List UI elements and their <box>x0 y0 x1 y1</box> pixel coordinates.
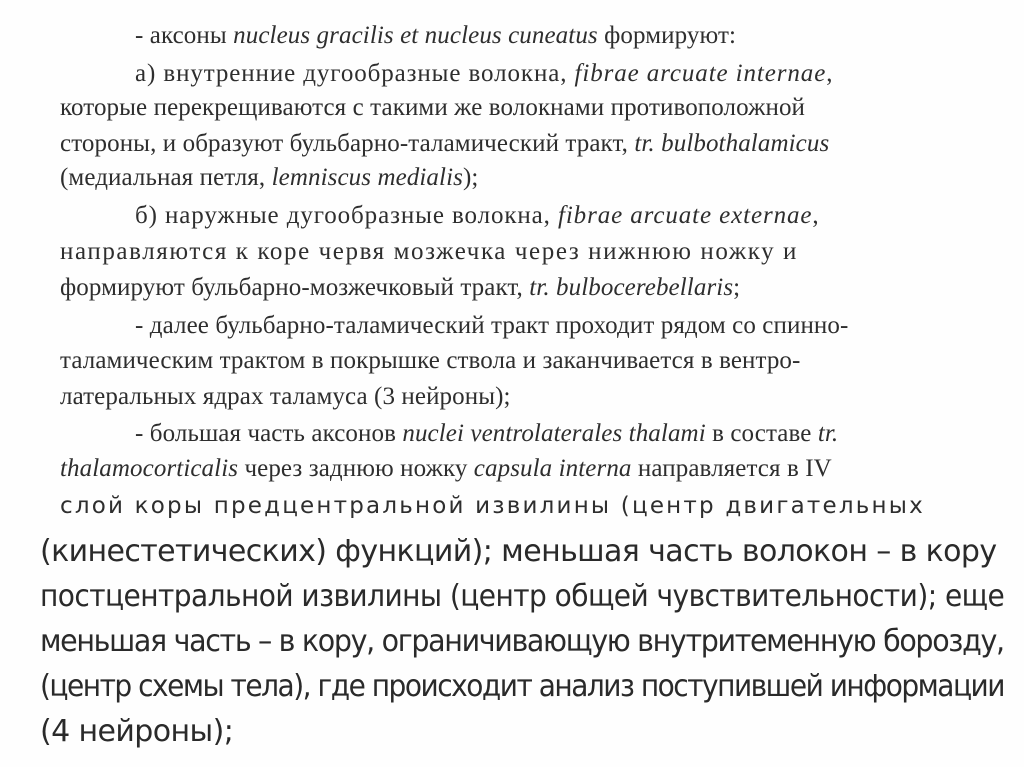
latin-term: fibrae arcuate externae <box>557 202 813 229</box>
text-span: стороны, и образуют бульбарно-таламический тракт, <box>60 130 635 157</box>
text-span: ); <box>462 164 479 191</box>
text-line-18 <box>40 667 1004 707</box>
text-line-4 <box>60 128 829 160</box>
text-span: а) внутренние дугообразные волокна, <box>135 60 575 87</box>
text-span: постцентральной извилины (центр общей чувствительности); еще <box>40 579 1005 614</box>
latin-term: thalamocorticalis <box>60 455 239 482</box>
text-line-16 <box>40 577 1004 617</box>
text-line-14 <box>60 490 925 522</box>
text-line-19 <box>40 712 233 752</box>
text-span: направляются к коре червя мозжечка через нижнюю ножку и <box>60 238 799 265</box>
text-span: в составе <box>705 420 818 447</box>
text-span: (медиальная петля, <box>60 164 272 191</box>
latin-term: nuclei ventrolaterales thalami <box>402 420 706 447</box>
text-line-5 <box>60 162 478 194</box>
text-line-6 <box>135 200 820 232</box>
text-span: ; <box>733 274 741 301</box>
latin-term: lemniscus medialis <box>271 164 463 191</box>
text-span: б) наружные дугообразные волокна, <box>135 202 558 229</box>
latin-term: tr. bulbocerebellaris <box>529 274 734 301</box>
latin-term: tr. <box>817 420 839 447</box>
text-span: (4 нейроны); <box>40 714 234 749</box>
text-line-3 <box>60 92 805 124</box>
text-span: через заднюю ножку <box>238 455 474 482</box>
text-span: таламическим трактом в покрышке ствола и заканчивается в вентро- <box>60 347 801 374</box>
text-line-15 <box>40 532 997 572</box>
text-line-9 <box>135 310 848 342</box>
text-span: направляется в IV <box>631 455 832 482</box>
text-line-12 <box>135 418 838 450</box>
text-span: латеральных ядрах таламуса (3 нейроны); <box>60 383 511 410</box>
text-line-8 <box>60 272 740 304</box>
latin-term: tr. bulbothalamicus <box>634 130 830 157</box>
text-line-7 <box>60 236 798 268</box>
text-span: меньшая часть – в кору, ограничивающую внутритеменную борозду, <box>40 624 1004 659</box>
latin-term: capsula interna <box>473 455 632 482</box>
text-span: формируют бульбарно-мозжечковый тракт, <box>60 274 530 301</box>
latin-term: nucleus gracilis et nucleus cuneatus <box>233 22 598 49</box>
text-span: (кинестетических) функций); меньшая часть волокон – в кору <box>40 534 997 569</box>
text-span: слой коры предцентральной извилины (центр двигательных <box>60 493 925 519</box>
latin-term: fibrae arcuate internae <box>574 60 827 87</box>
text-line-17 <box>40 622 1004 662</box>
text-line-2 <box>135 58 833 90</box>
text-line-1 <box>135 20 736 52</box>
text-span: , <box>826 60 834 87</box>
text-line-10 <box>60 345 800 377</box>
text-span: - большая часть аксонов <box>135 420 403 447</box>
text-span: - аксоны <box>135 22 234 49</box>
text-span: - далее бульбарно-таламический тракт проходит рядом со спинно- <box>135 312 849 339</box>
text-span: , <box>812 202 820 229</box>
text-span: формируют: <box>597 22 737 49</box>
text-line-13 <box>60 453 832 485</box>
text-line-11 <box>60 381 511 413</box>
text-span: которые перекрещиваются с такими же волокнами противоположной <box>60 94 806 121</box>
text-span: (центр схемы тела), где происходит анализ поступившей информации <box>40 669 1004 704</box>
